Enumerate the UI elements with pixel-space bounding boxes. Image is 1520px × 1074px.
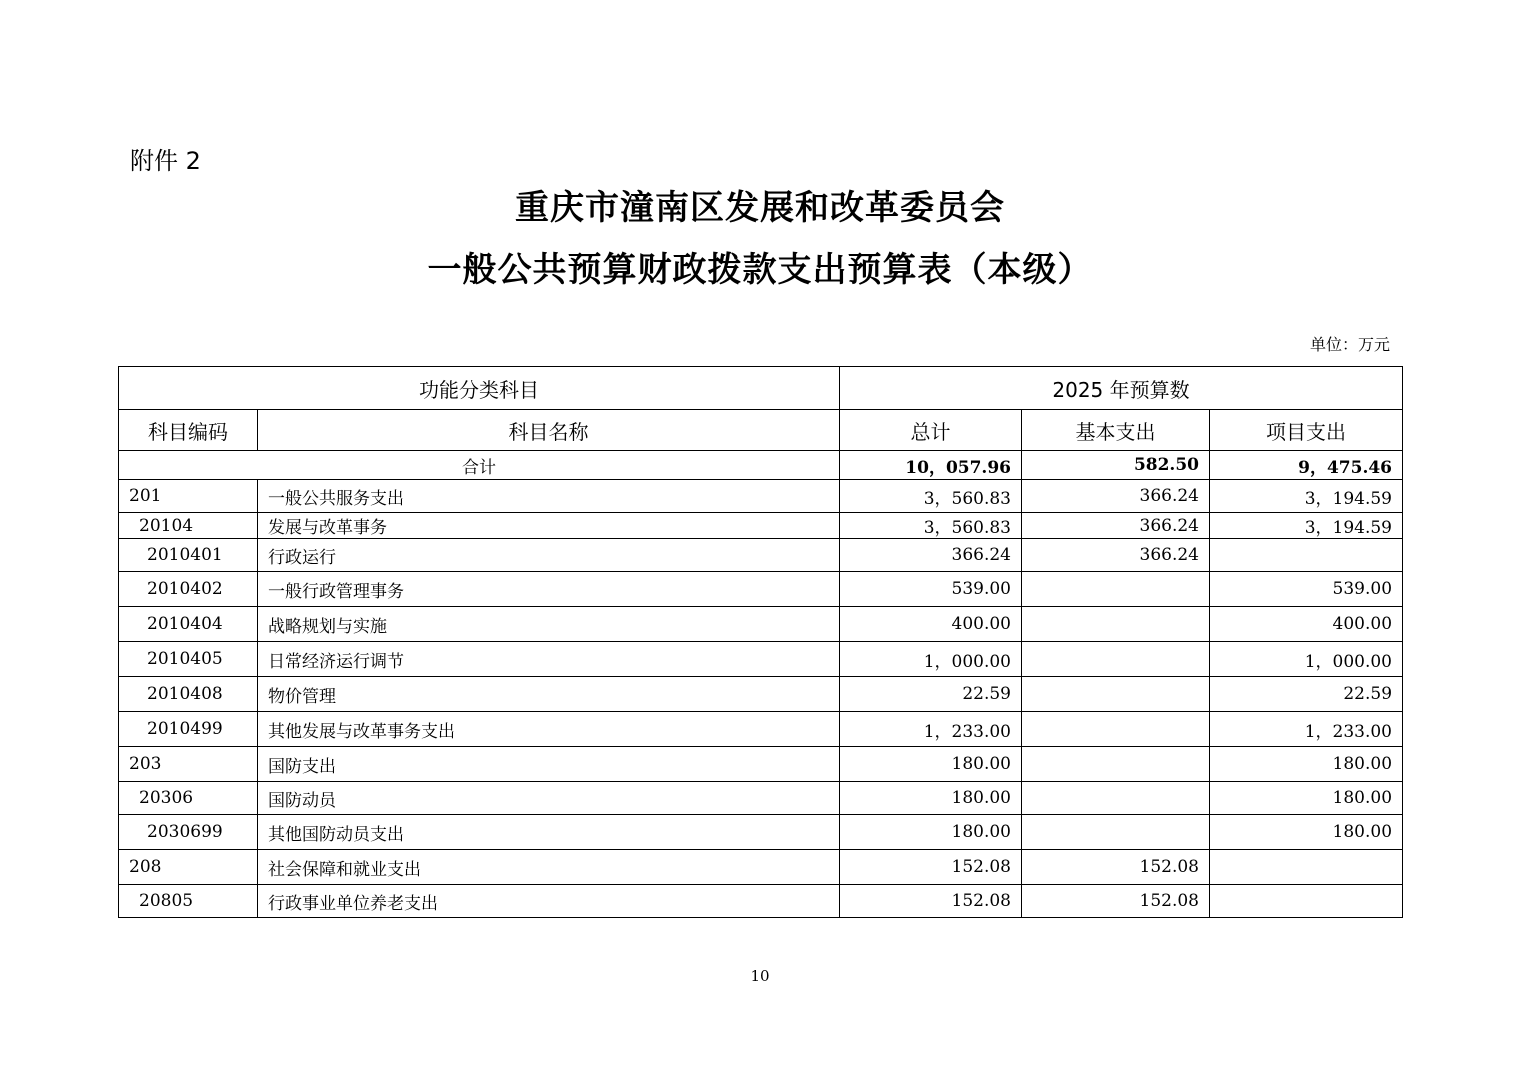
basic-expenditure-cell (1022, 712, 1210, 747)
subject-name-cell: 行政事业单位养老支出 (258, 885, 840, 918)
project-expenditure-cell: 1，233.00 (1210, 712, 1403, 747)
table-row (119, 539, 1403, 572)
subject-name-cell: 其他发展与改革事务支出 (258, 712, 840, 747)
subject-name-cell: 物价管理 (258, 677, 840, 712)
basic-expenditure-cell (1022, 782, 1210, 815)
subject-name-cell: 发展与改革事务 (258, 513, 840, 539)
unit-label: 单位：万元 (1309, 335, 1390, 354)
total-cell: 1，000.00 (840, 642, 1022, 677)
total-cell: 22.59 (840, 677, 1022, 712)
subject-code-cell: 2010402 (119, 572, 258, 607)
subject-name-cell: 其他国防动员支出 (258, 815, 840, 850)
total-project: 9，475.46 (1210, 451, 1403, 480)
header-budget-year: 2025 年预算数 (840, 367, 1403, 410)
subject-code-cell: 2010404 (119, 607, 258, 642)
total-cell: 539.00 (840, 572, 1022, 607)
subject-name-cell: 战略规划与实施 (258, 607, 840, 642)
basic-expenditure-cell: 366.24 (1022, 480, 1210, 513)
total-cell: 152.08 (840, 885, 1022, 918)
total-cell: 366.24 (840, 539, 1022, 572)
total-cell: 400.00 (840, 607, 1022, 642)
subject-name-cell: 社会保障和就业支出 (258, 850, 840, 885)
basic-expenditure-cell: 152.08 (1022, 885, 1210, 918)
project-expenditure-cell: 180.00 (1210, 815, 1403, 850)
subject-name-cell: 行政运行 (258, 539, 840, 572)
subject-code-cell: 20104 (119, 513, 258, 539)
subject-name-cell: 国防支出 (258, 747, 840, 782)
table-row (119, 677, 1403, 712)
project-expenditure-cell (1210, 539, 1403, 572)
total-cell: 3，560.83 (840, 513, 1022, 539)
attachment-label: 附件 2 (130, 147, 201, 175)
table-row (119, 572, 1403, 607)
project-expenditure-cell: 3，194.59 (1210, 513, 1403, 539)
project-expenditure-cell: 400.00 (1210, 607, 1403, 642)
subject-code-cell: 2030699 (119, 815, 258, 850)
subject-code-cell: 2010408 (119, 677, 258, 712)
table-header-group-row (119, 367, 1403, 410)
table-row (119, 607, 1403, 642)
project-expenditure-cell (1210, 885, 1403, 918)
basic-expenditure-cell (1022, 747, 1210, 782)
project-expenditure-cell: 180.00 (1210, 782, 1403, 815)
subject-name-cell: 国防动员 (258, 782, 840, 815)
total-cell: 180.00 (840, 815, 1022, 850)
subject-code-cell: 2010405 (119, 642, 258, 677)
header-project-expenditure: 项目支出 (1210, 410, 1403, 451)
total-total: 10，057.96 (840, 451, 1022, 480)
table-row (119, 747, 1403, 782)
project-expenditure-cell: 1，000.00 (1210, 642, 1403, 677)
subject-code-cell: 20306 (119, 782, 258, 815)
project-expenditure-cell: 539.00 (1210, 572, 1403, 607)
basic-expenditure-cell: 152.08 (1022, 850, 1210, 885)
document-title-line1: 重庆市潼南区发展和改革委员会 (515, 188, 1005, 228)
basic-expenditure-cell (1022, 677, 1210, 712)
basic-expenditure-cell (1022, 815, 1210, 850)
basic-expenditure-cell (1022, 642, 1210, 677)
project-expenditure-cell: 180.00 (1210, 747, 1403, 782)
basic-expenditure-cell (1022, 572, 1210, 607)
budget-table (118, 366, 1403, 918)
header-functional-classification: 功能分类科目 (119, 367, 840, 410)
subject-code-cell: 203 (119, 747, 258, 782)
table-row (119, 480, 1403, 513)
subject-code-cell: 208 (119, 850, 258, 885)
basic-expenditure-cell (1022, 607, 1210, 642)
total-row (119, 451, 1403, 480)
project-expenditure-cell (1210, 850, 1403, 885)
header-total: 总计 (840, 410, 1022, 451)
subject-code-cell: 20805 (119, 885, 258, 918)
subject-code-cell: 2010499 (119, 712, 258, 747)
table-row (119, 850, 1403, 885)
project-expenditure-cell: 22.59 (1210, 677, 1403, 712)
total-cell: 1，233.00 (840, 712, 1022, 747)
total-cell: 180.00 (840, 747, 1022, 782)
subject-name-cell: 日常经济运行调节 (258, 642, 840, 677)
header-basic-expenditure: 基本支出 (1022, 410, 1210, 451)
total-cell: 152.08 (840, 850, 1022, 885)
table-row (119, 642, 1403, 677)
table-row (119, 885, 1403, 918)
table-row (119, 513, 1403, 539)
table-header-column-row (119, 410, 1403, 451)
basic-expenditure-cell: 366.24 (1022, 513, 1210, 539)
subject-name-cell: 一般公共服务支出 (258, 480, 840, 513)
table-row (119, 782, 1403, 815)
table-row (119, 712, 1403, 747)
table-row (119, 815, 1403, 850)
total-cell: 3，560.83 (840, 480, 1022, 513)
document-title-line2: 一般公共预算财政拨款支出预算表（本级） (427, 250, 1093, 290)
subject-code-cell: 2010401 (119, 539, 258, 572)
header-subject-name: 科目名称 (258, 410, 840, 451)
basic-expenditure-cell: 366.24 (1022, 539, 1210, 572)
total-label: 合计 (119, 451, 840, 480)
subject-code-cell: 201 (119, 480, 258, 513)
project-expenditure-cell: 3，194.59 (1210, 480, 1403, 513)
page-number: 10 (750, 967, 770, 985)
subject-name-cell: 一般行政管理事务 (258, 572, 840, 607)
header-subject-code: 科目编码 (119, 410, 258, 451)
total-basic: 582.50 (1022, 451, 1210, 480)
total-cell: 180.00 (840, 782, 1022, 815)
